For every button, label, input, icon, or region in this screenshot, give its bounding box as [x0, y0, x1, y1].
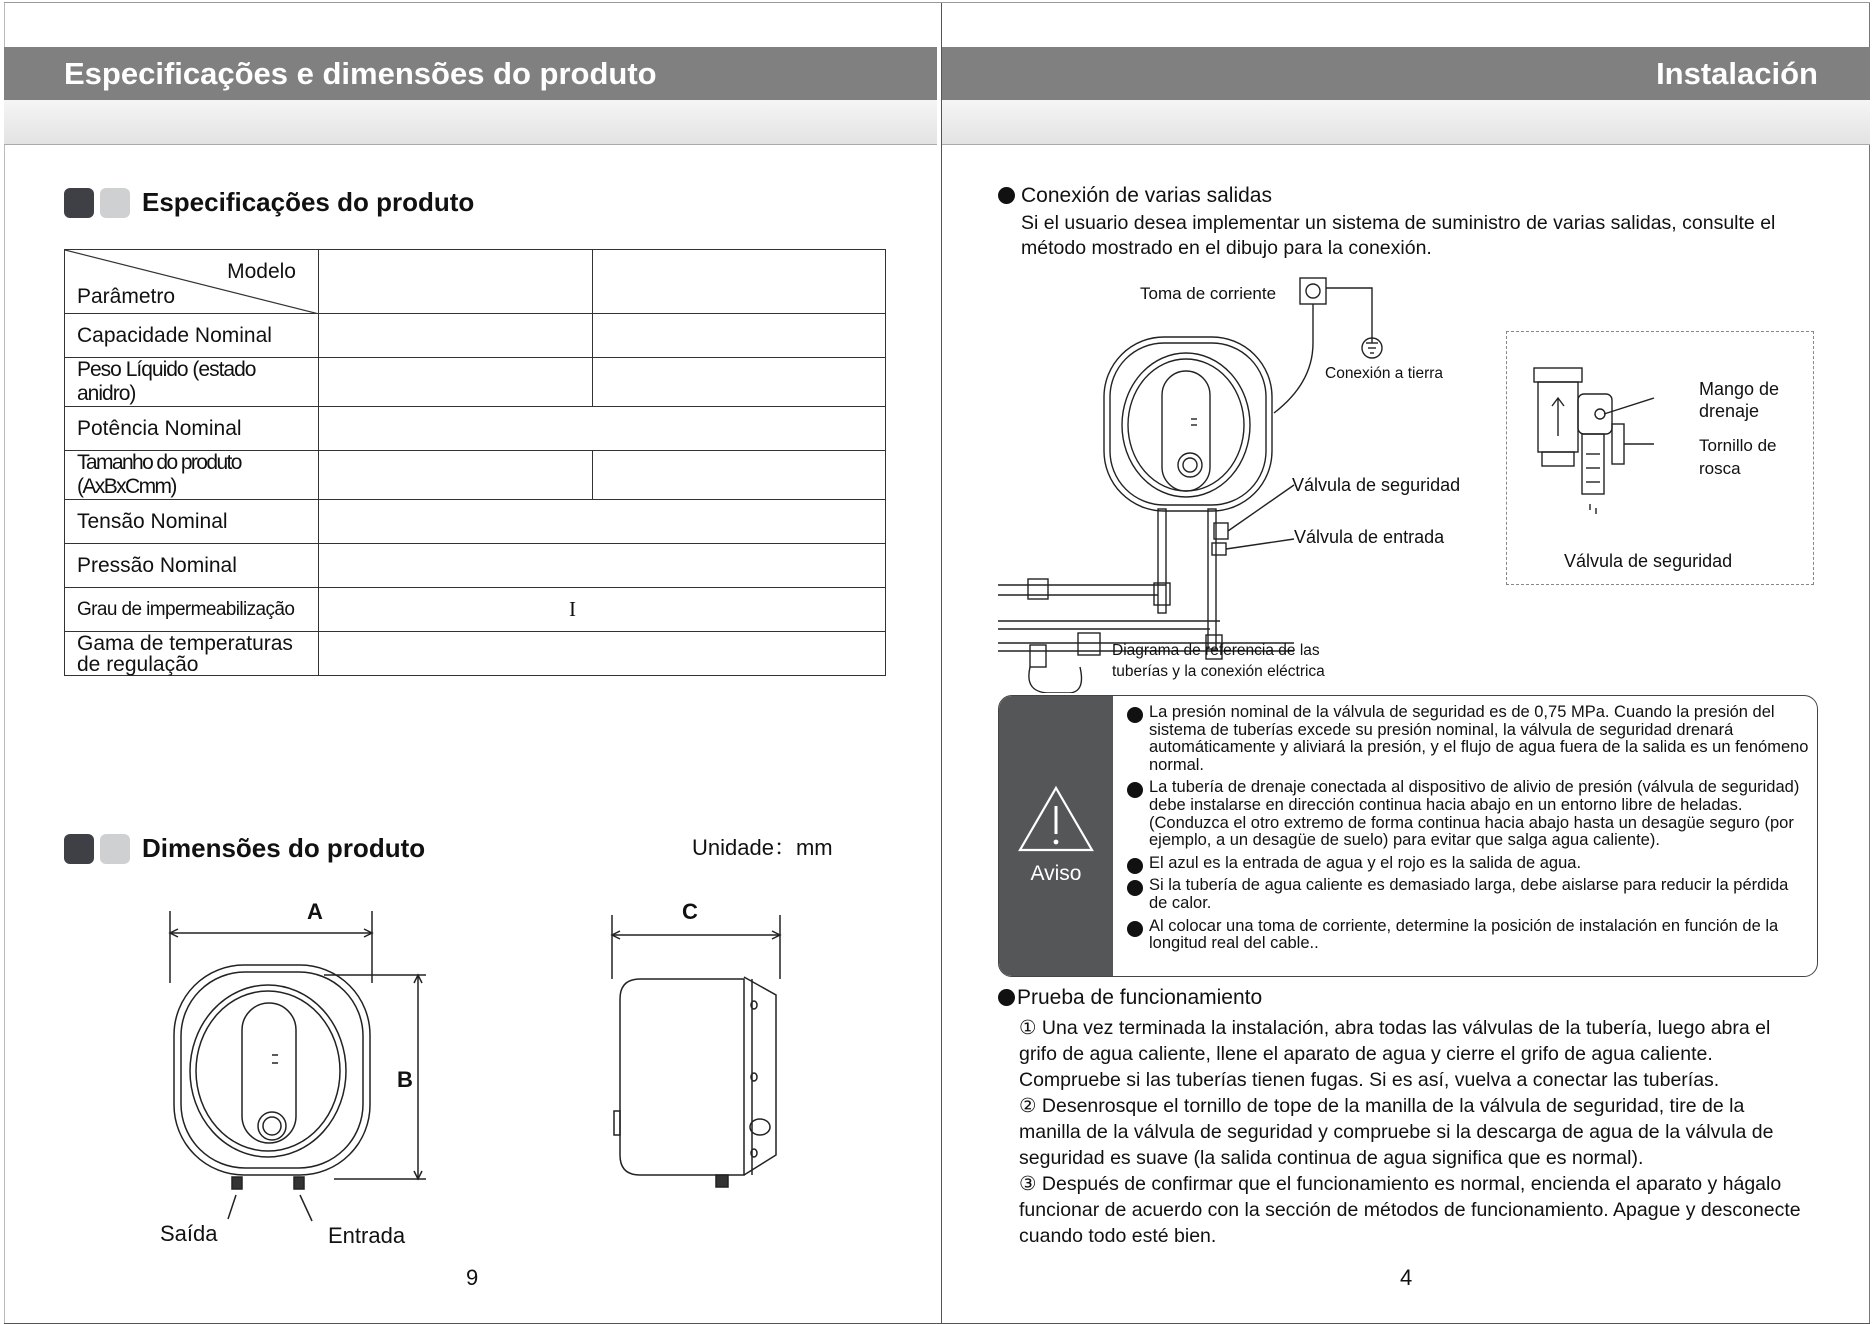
diagram-caption-2: tuberías y la conexión eléctrica: [1112, 663, 1325, 680]
table-header-cell: [65, 250, 319, 314]
table-cell: [319, 250, 593, 314]
section-marker-icon: [100, 834, 130, 864]
table-row: [65, 451, 886, 500]
row-label: Tamanho do produto (AxBxCmm): [65, 451, 319, 500]
table-cell: [319, 544, 886, 588]
drain-handle-label-2: drenaje: [1699, 401, 1760, 421]
section-marker-icon: [64, 188, 94, 218]
unit-label: Unidade：mm: [692, 835, 833, 860]
drain-handle-label-1: Mango de: [1699, 379, 1780, 399]
warning-sidebar: [999, 696, 1113, 976]
left-page-number: 9: [466, 1265, 479, 1290]
row-label: Grau de impermeabilização: [65, 588, 319, 632]
table-cell: [319, 358, 593, 407]
diagram-caption-1: Diagrama de referencia de las: [1112, 642, 1320, 659]
warning-text: Al colocar una toma de corriente, determine la posición de instalación en función de la longitud real del cable..: [1149, 916, 1779, 953]
bullet-icon: [1127, 921, 1143, 937]
row-label: Tensão Nominal: [65, 500, 319, 544]
left-banner-shade: [4, 100, 937, 145]
test-heading: [998, 985, 1262, 1010]
section-marker-icon: [64, 834, 94, 864]
table-row: [65, 314, 886, 358]
bullet-icon: [998, 187, 1015, 204]
test-line: ③ Después de confirmar que el funcionamiento es normal, encienda el aparato y hágalo: [1019, 1173, 1782, 1195]
spec-section-title: Especificações do produto: [142, 187, 475, 217]
inlet-label: Entrada: [328, 1223, 406, 1248]
connection-text-2: método mostrado en el dibujo para la conexión.: [1021, 237, 1432, 259]
connection-title: Conexión de varias salidas: [1021, 184, 1272, 207]
table-cell: [593, 250, 886, 314]
spec-section-heading: [64, 187, 474, 218]
screw-label-1: Tornillo de: [1699, 436, 1777, 455]
section-marker-icon: [100, 188, 130, 218]
connection-text-1: Si el usuario desea implementar un sistema de suministro de varias salidas, consulte el: [1021, 212, 1776, 234]
table-cell: [319, 632, 886, 676]
inlet-valve-label: Válvula de entrada: [1294, 527, 1445, 547]
list-item: [1127, 704, 1811, 774]
bullet-icon: [1127, 880, 1143, 896]
spec-table: [64, 249, 886, 676]
test-line: manilla de la válvula de seguridad y compruebe si la descarga de agua de la válvula de: [1019, 1121, 1774, 1143]
warning-text: El azul es la entrada de agua y el rojo es la salida de agua.: [1149, 853, 1582, 872]
ground-label: Conexión a tierra: [1325, 365, 1444, 382]
bullet-icon: [1127, 782, 1143, 798]
dim-label-b: B: [397, 1067, 413, 1092]
warning-box: [998, 695, 1818, 977]
table-cell: [319, 451, 593, 500]
connection-heading: [998, 183, 1272, 208]
dim-section-heading: [64, 833, 425, 864]
row-label: Pressão Nominal: [65, 544, 319, 588]
list-item: [1127, 918, 1811, 953]
test-lines: [1019, 1015, 1801, 1249]
list-item: [1127, 877, 1811, 912]
right-page-number: 4: [1400, 1265, 1413, 1290]
socket-label: Toma de corriente: [1140, 284, 1277, 303]
row-label: Peso Líquido (estado anidro): [65, 358, 319, 407]
right-banner-shade: [942, 100, 1870, 145]
safety-valve-caption: Válvula de seguridad: [1564, 551, 1733, 571]
table-cell: [319, 500, 886, 544]
row-label: Gama de temperaturas de regulação: [65, 632, 319, 676]
warning-text: La presión nominal de la válvula de seguridad es de 0,75 MPa. Cuando la presión del sistema de tuberías excede su presión nominal, la válvula de seguridad drenará automáticamente y aliviará la presión, y el flujo de agua fuera de la salida es un fenómeno normal.: [1149, 703, 1809, 774]
table-cell: [319, 407, 886, 451]
warning-text: Si la tubería de agua caliente es demasiado larga, debe aislarse para reducir la pérdida de calor.: [1149, 876, 1789, 912]
test-line: ② Desenrosque el tornillo de tope de la manilla de la válvula de seguridad, tire de la: [1019, 1095, 1745, 1117]
table-row: [65, 250, 886, 314]
dim-label-a: A: [307, 899, 323, 924]
test-line: cuando todo esté bien.: [1019, 1225, 1217, 1247]
outlet-label: Saída: [160, 1221, 218, 1246]
safety-valve-label: Válvula de seguridad: [1292, 475, 1461, 495]
header-parameter: Parâmetro: [77, 285, 176, 308]
table-cell: I: [319, 588, 886, 632]
page-edge: [4, 3, 5, 1323]
table-cell: [319, 314, 593, 358]
screw-label-2: rosca: [1699, 459, 1741, 478]
list-item: [1127, 855, 1811, 873]
safety-valve-drawing: [1524, 358, 1684, 538]
warning-icon: [1017, 784, 1095, 854]
row-label: Potência Nominal: [65, 407, 319, 451]
dim-label-c: C: [682, 899, 698, 924]
warning-list: [1127, 704, 1811, 958]
test-line: grifo de agua caliente, llene el aparato de agua y cierre el grifo de agua caliente.: [1019, 1043, 1713, 1065]
list-item: [1127, 779, 1811, 849]
table-cell: [593, 314, 886, 358]
test-line: seguridad es suave (la salida continua de agua significa que es normal).: [1019, 1147, 1644, 1169]
manual-spread: [4, 2, 1870, 1324]
bullet-icon: [998, 989, 1015, 1006]
table-row: [65, 588, 886, 632]
table-row: [65, 544, 886, 588]
bullet-icon: [1127, 858, 1143, 874]
side-view-drawing: [604, 903, 804, 1203]
test-line: ① Una vez terminada la instalación, abra todas las válvulas de la tubería, luego abra el: [1019, 1017, 1771, 1039]
warning-label: Aviso: [1030, 862, 1082, 885]
table-cell: [593, 451, 886, 500]
right-banner-title: Instalación: [942, 47, 1870, 100]
table-cell: [593, 358, 886, 407]
left-banner-title: Especificações e dimensões do produto: [4, 47, 937, 100]
page-edge: [1869, 3, 1870, 1323]
warning-text: La tubería de drenaje conectada al dispositivo de alivio de presión (válvula de seguridad) debe instalarse en dirección continua hacia abajo en un entorno libre de heladas. (Conduzca el otro extremo de forma continua hacia abajo hasta un desagüe seguro (por ejemplo, a un desagüe de suelo) para evitar que salga agua caliente).: [1149, 778, 1800, 850]
dim-section-title: Dimensões do produto: [142, 833, 426, 863]
test-line: funcionar de acuerdo con la sección de métodos de funcionamiento. Apague y desconecte: [1019, 1199, 1801, 1221]
test-title: Prueba de funcionamiento: [1017, 986, 1263, 1009]
header-model: Modelo: [227, 260, 296, 283]
page-divider: [941, 3, 942, 1323]
table-row: [65, 632, 886, 676]
test-line: Compruebe si las tuberías tienen fugas. Si es así, vuelva a conectar las tuberías.: [1019, 1069, 1720, 1091]
bullet-icon: [1127, 707, 1143, 723]
table-row: [65, 407, 886, 451]
table-row: [65, 500, 886, 544]
row-label: Capacidade Nominal: [65, 314, 319, 358]
table-row: [65, 358, 886, 407]
